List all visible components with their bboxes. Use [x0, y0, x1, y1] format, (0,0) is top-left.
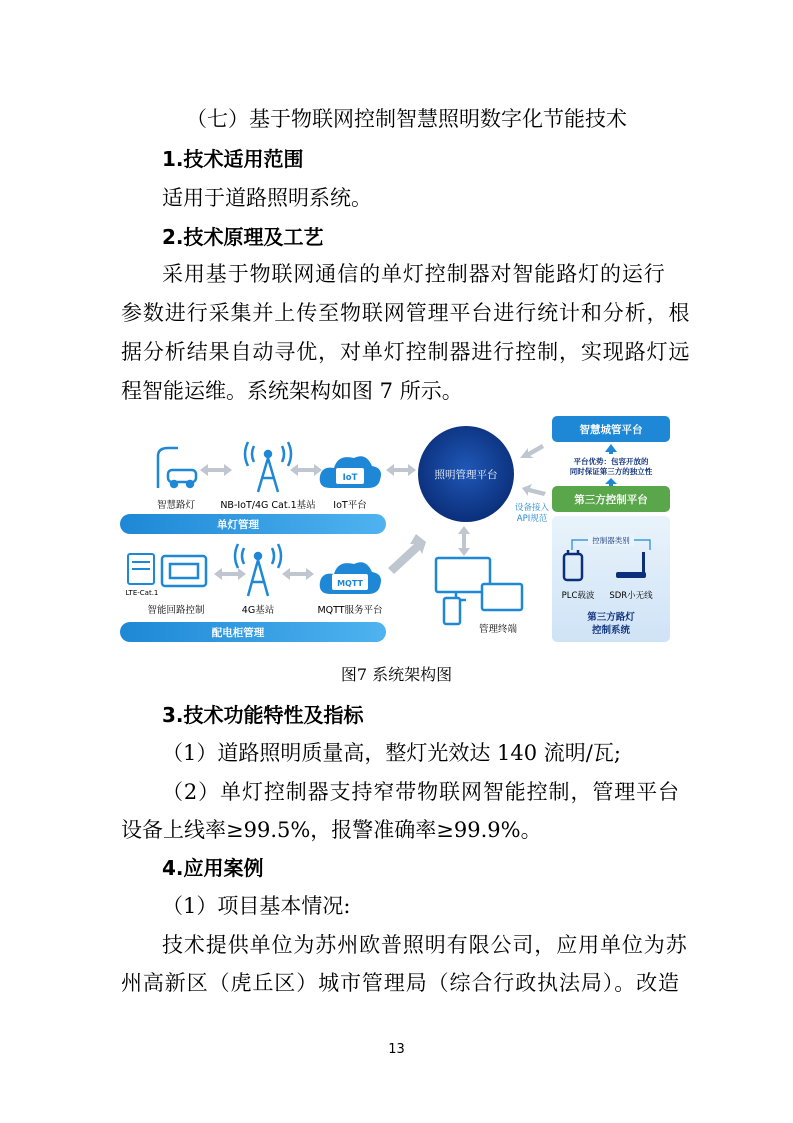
feature-item: （1）道路照明质量高，整灯光效达 140 流明/瓦; — [162, 741, 621, 765]
third-platform-label: 第三方控制平台 — [574, 494, 648, 506]
loop-control-label: 智能回路控制 — [147, 605, 205, 616]
base-station-icon — [235, 544, 281, 596]
station-4g-label: 4G基站 — [241, 605, 275, 616]
system-architecture-figure — [118, 408, 678, 648]
paragraph-principle-line: 采用基于物联网通信的单灯控制器对智能路灯的运行 — [162, 262, 666, 286]
arrow-icon — [605, 444, 617, 454]
paragraph-scope: 适用于道路照明系统。 — [162, 186, 372, 210]
mqtt-platform-label: MQTT服务平台 — [317, 605, 383, 616]
lte-label: LTE-Cat.1 — [125, 589, 159, 597]
control-cabinet-icon — [128, 554, 154, 584]
mqtt-icon-text: MQTT — [337, 579, 363, 588]
heading-cases: 4.应用案例 — [162, 856, 264, 880]
management-terminal-icon — [436, 558, 522, 624]
arrow-icon — [605, 478, 617, 486]
paragraph-principle-line: 程智能运维。系统架构如图 7 所示。 — [121, 379, 463, 403]
advantage-line: 平台优势：包容开放的 — [573, 457, 649, 466]
page-number: 13 — [388, 1042, 405, 1057]
case-paragraph-line: 州高新区（虎丘区）城市管理局（综合行政执法局）。改造 — [121, 971, 680, 995]
smart-streetlight-icon — [158, 448, 196, 488]
case-paragraph-line: 技术提供单位为苏州欧普照明有限公司，应用单位为苏 — [162, 933, 688, 957]
feature-item: （2）单灯控制器支持窄带物联网智能控制，管理平台 — [162, 780, 680, 804]
plc-label: PLC载波 — [561, 591, 595, 601]
advantage-line: 同时保证第三方的独立性 — [569, 467, 653, 476]
feature-item: 设备上线率≥99.5%，报警准确率≥99.9%。 — [121, 818, 542, 842]
heading-features: 3.技术功能特性及指标 — [162, 703, 364, 727]
paragraph-principle-line: 参数进行采集并上传至物联网管理平台进行统计和分析，根 — [121, 301, 691, 325]
api-spec-label: API规范 — [516, 514, 548, 524]
heading-scope: 1.技术适用范围 — [162, 147, 304, 171]
center-platform-label: 照明管理平台 — [434, 469, 498, 481]
paragraph-principle-line: 据分析结果自动寻优，对单灯控制器进行控制，实现路灯远 — [121, 340, 691, 364]
arrow-icon — [386, 464, 416, 476]
arrow-icon — [200, 464, 232, 476]
iot-platform-label: IoT平台 — [333, 500, 367, 511]
controller-panel-icon — [162, 556, 206, 586]
arrow-icon — [458, 526, 470, 556]
city-platform-label: 智慧城管平台 — [579, 424, 643, 436]
arrow-icon — [214, 568, 246, 580]
base-station-icon — [245, 442, 291, 492]
arrow-icon — [290, 464, 322, 476]
cabinet-bar-label: 配电柜管理 — [211, 627, 265, 639]
arrow-icon — [282, 568, 314, 580]
controller-types-label: 控制器类别 — [592, 536, 630, 545]
third-system-line: 控制系统 — [591, 625, 631, 636]
nb-station-label: NB-IoT/4G Cat.1基站 — [220, 500, 316, 511]
heading-principle: 2.技术原理及工艺 — [162, 225, 324, 249]
case-item: （1）项目基本情况: — [162, 894, 351, 918]
section-title: （七）基于物联网控制智慧照明数字化节能技术 — [186, 107, 627, 131]
smart-light-label: 智慧路灯 — [156, 500, 196, 511]
arrow-icon — [520, 444, 546, 496]
figure-caption: 图7 系统架构图 — [340, 665, 453, 684]
device-access-label: 设备接入 — [514, 503, 550, 513]
single-lamp-bar-label: 单灯管理 — [217, 519, 259, 531]
arrow-icon — [388, 534, 426, 574]
iot-icon-text: IoT — [342, 473, 358, 483]
sdr-label: SDR小无线 — [609, 591, 653, 601]
terminal-label: 管理终端 — [478, 624, 518, 635]
third-system-line: 第三方路灯 — [587, 612, 635, 623]
